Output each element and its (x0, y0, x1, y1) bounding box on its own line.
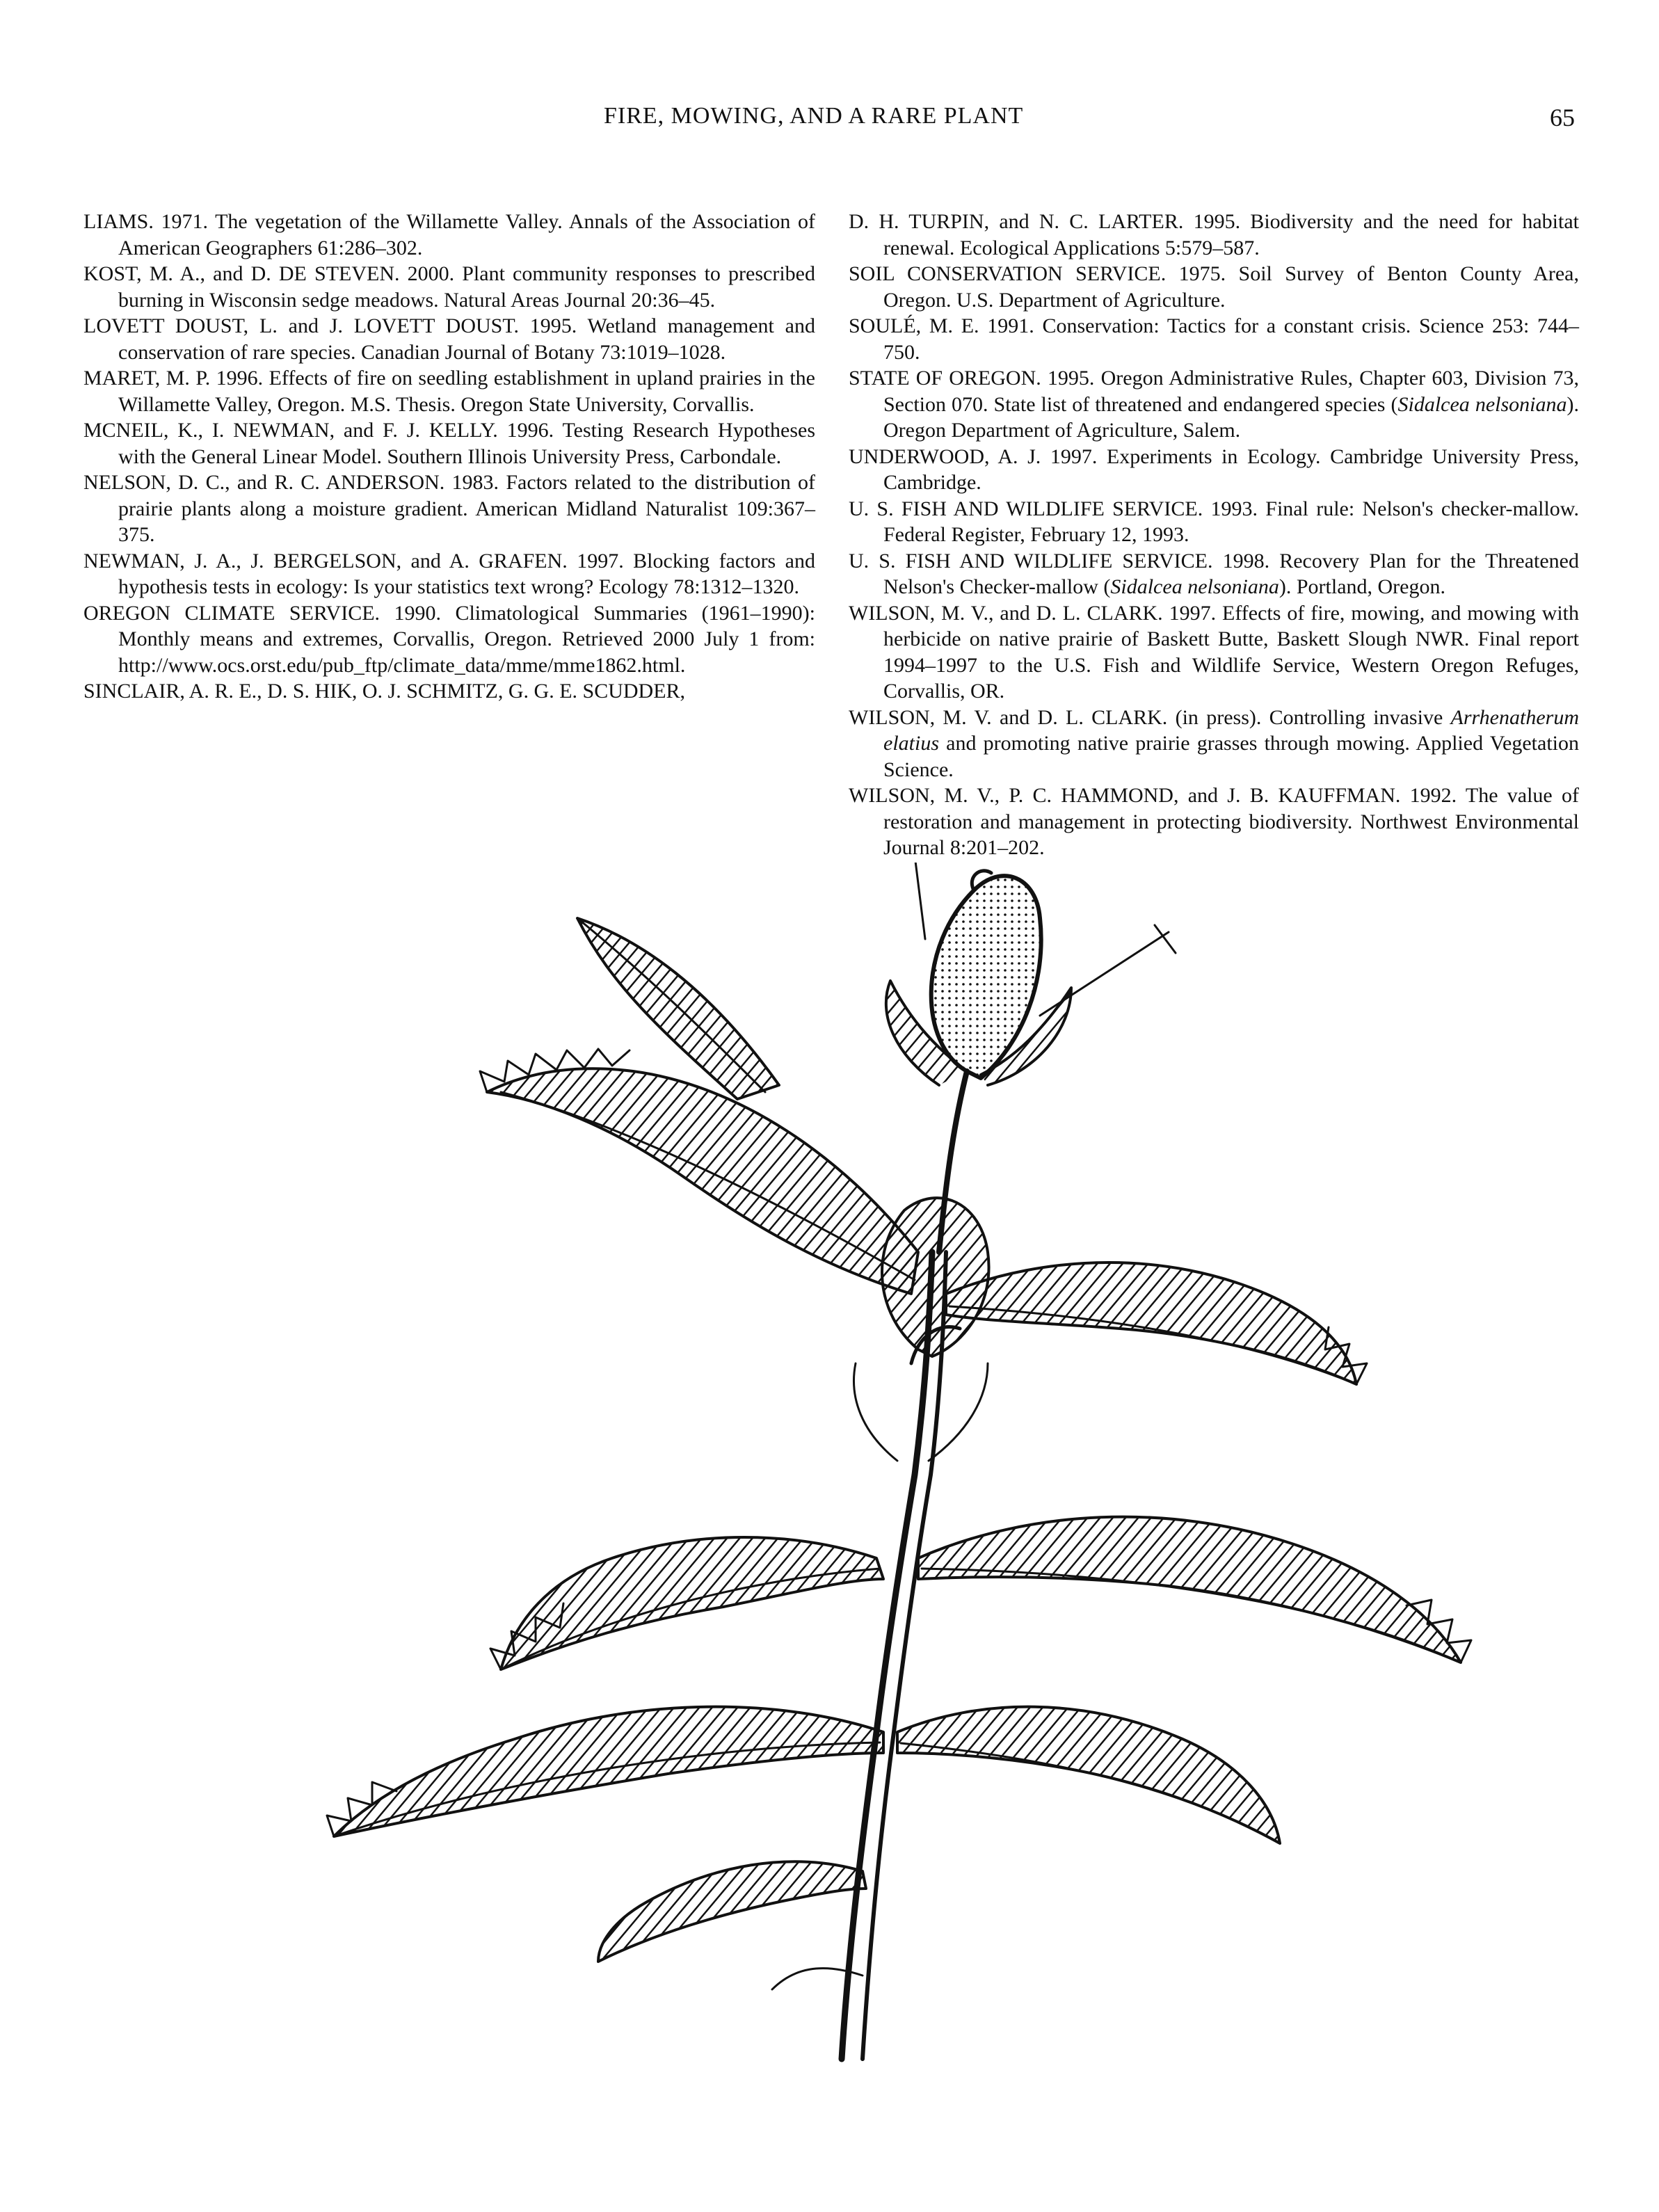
ref-text: WILSON, M. V. and D. L. CLARK. (in press). Controlling invasive (849, 705, 1451, 729)
reference-entry (849, 783, 1579, 861)
ref-text: WILSON, M. V., P. C. HAMMOND, and J. B. KAUFFMAN. 1992. The value of restoration and management in protecting biodiversity. Northwest Environmental Journal 8:201–202. (849, 784, 1579, 859)
ref-text: ). Oregon Department of Agriculture, Salem. (883, 392, 1579, 442)
reference-entry: LOVETT DOUST, L. and J. LOVETT DOUST. 1995. Wetland management and conservation of rare species. Canadian Journal of Botany 73:1019–1028. (83, 314, 815, 364)
leaf-right-upper (946, 1263, 1356, 1384)
reference-entry: MARET, M. P. 1996. Effects of fire on seedling establishment in upland prairies in the Willamette Valley, Oregon. M.S. Thesis. Oregon State University, Corvallis. (83, 367, 815, 416)
plant-illustration (250, 863, 1551, 2073)
reference-entry: LIAMS. 1971. The vegetation of the Willamette Valley. Annals of the Association of American Geographers 61:286–302. (83, 210, 815, 259)
ref-text: UNDERWOOD, A. J. 1997. Experiments in Ecology. Cambridge University Press, Cambridge. (849, 444, 1579, 494)
leaf-right-lower (897, 1707, 1280, 1843)
reference-entry (849, 313, 1579, 365)
reference-entry (849, 444, 1579, 496)
leaf-lower-left (334, 1707, 883, 1836)
ref-species-name: Sidalcea nelsoniana (1110, 575, 1279, 598)
ref-text: ). Portland, Oregon. (1279, 575, 1445, 598)
ref-text: U. S. FISH AND WILDLIFE SERVICE. 1993. Final rule: Nelson's checker-mallow. Federal Register, February 12, 1993. (849, 497, 1579, 546)
reference-entry (849, 548, 1579, 600)
ref-text: U. S. FISH AND WILDLIFE SERVICE. 1998. Recovery Plan for the Threatened Nelson's Checker-mallow ( (849, 549, 1579, 598)
reference-entry: NEWMAN, J. A., J. BERGELSON, and A. GRAFEN. 1997. Blocking factors and hypothesis tests in ecology: Is your statistics text wrong? Ecology 78:1312–1320. (83, 549, 815, 598)
references-right-column (849, 209, 1579, 861)
reference-entry (849, 496, 1579, 548)
reference-entry: OREGON CLIMATE SERVICE. 1990. Climatological Summaries (1961–1990): Monthly means and extremes, Corvallis, Oregon. Retrieved 2000 July 1 from: http://www.ocs.orst.edu/pub_ftp/climate_data/mme/mme1862.html. (83, 601, 815, 677)
reference-entry: NELSON, D. C., and R. C. ANDERSON. 1983. Factors related to the distribution of prairie plants along a moisture gradient. American Midland Naturalist 109:367–375. (83, 471, 815, 546)
leaf-left (501, 1537, 883, 1669)
reference-entry: SINCLAIR, A. R. E., D. S. HIK, O. J. SCHMITZ, G. G. E. SCUDDER, (83, 680, 686, 703)
reference-entry (849, 261, 1579, 313)
reference-entry (849, 365, 1579, 444)
references-left-column (83, 209, 815, 705)
leaf-upper-left (487, 1068, 918, 1294)
reference-entry (849, 209, 1579, 261)
reference-entry: KOST, M. A., and D. DE STEVEN. 2000. Plant community responses to prescribed burning in Wisconsin sedge meadows. Natural Areas Journal 20:36–45. (83, 262, 815, 312)
running-title: FIRE, MOWING, AND A RARE PLANT (604, 103, 1024, 129)
main-stem (842, 1252, 932, 2059)
leaf-base-left (598, 1861, 866, 1962)
ref-text: SOULÉ, M. E. 1991. Conservation: Tactics for a constant crisis. Science 253: 744–750. (849, 314, 1579, 364)
reference-entry (849, 600, 1579, 705)
ref-text: and promoting native prairie grasses through mowing. Applied Vegetation Science. (883, 732, 1579, 781)
checker-mallow-drawing (250, 863, 1551, 2073)
page-number: 65 (1550, 104, 1575, 131)
reference-entry (849, 705, 1579, 783)
ref-text: WILSON, M. V., and D. L. CLARK. 1997. Effects of fire, mowing, and mowing with herbicide on native prairie of Baskett Butte, Baskett Slough NWR. Final report 1994–1997 to the U.S. Fish and Wildlife Service, Western Oregon Refuges, Corvallis, OR. (849, 601, 1579, 703)
ref-text: SOIL CONSERVATION SERVICE. 1975. Soil Survey of Benton County Area, Oregon. U.S. Department of Agriculture. (849, 262, 1579, 312)
ref-text: D. H. TURPIN, and N. C. LARTER. 1995. Biodiversity and the need for habitat renewal. Ecological Applications 5:579–587. (849, 210, 1579, 259)
ref-text: STATE OF OREGON. 1995. Oregon Administrative Rules, Chapter 603, Division 73, Section 070. State list of threatened and endangered species ( (849, 367, 1579, 416)
ref-species-name: Sidalcea nelsoniana (1397, 392, 1567, 416)
running-head (0, 103, 1659, 138)
reference-entry: MCNEIL, K., I. NEWMAN, and F. J. KELLY. 1996. Testing Research Hypotheses with the General Linear Model. Southern Illinois University Press, Carbondale. (83, 419, 815, 468)
ref-species-name: Arrhenatherum elatius (883, 705, 1579, 755)
